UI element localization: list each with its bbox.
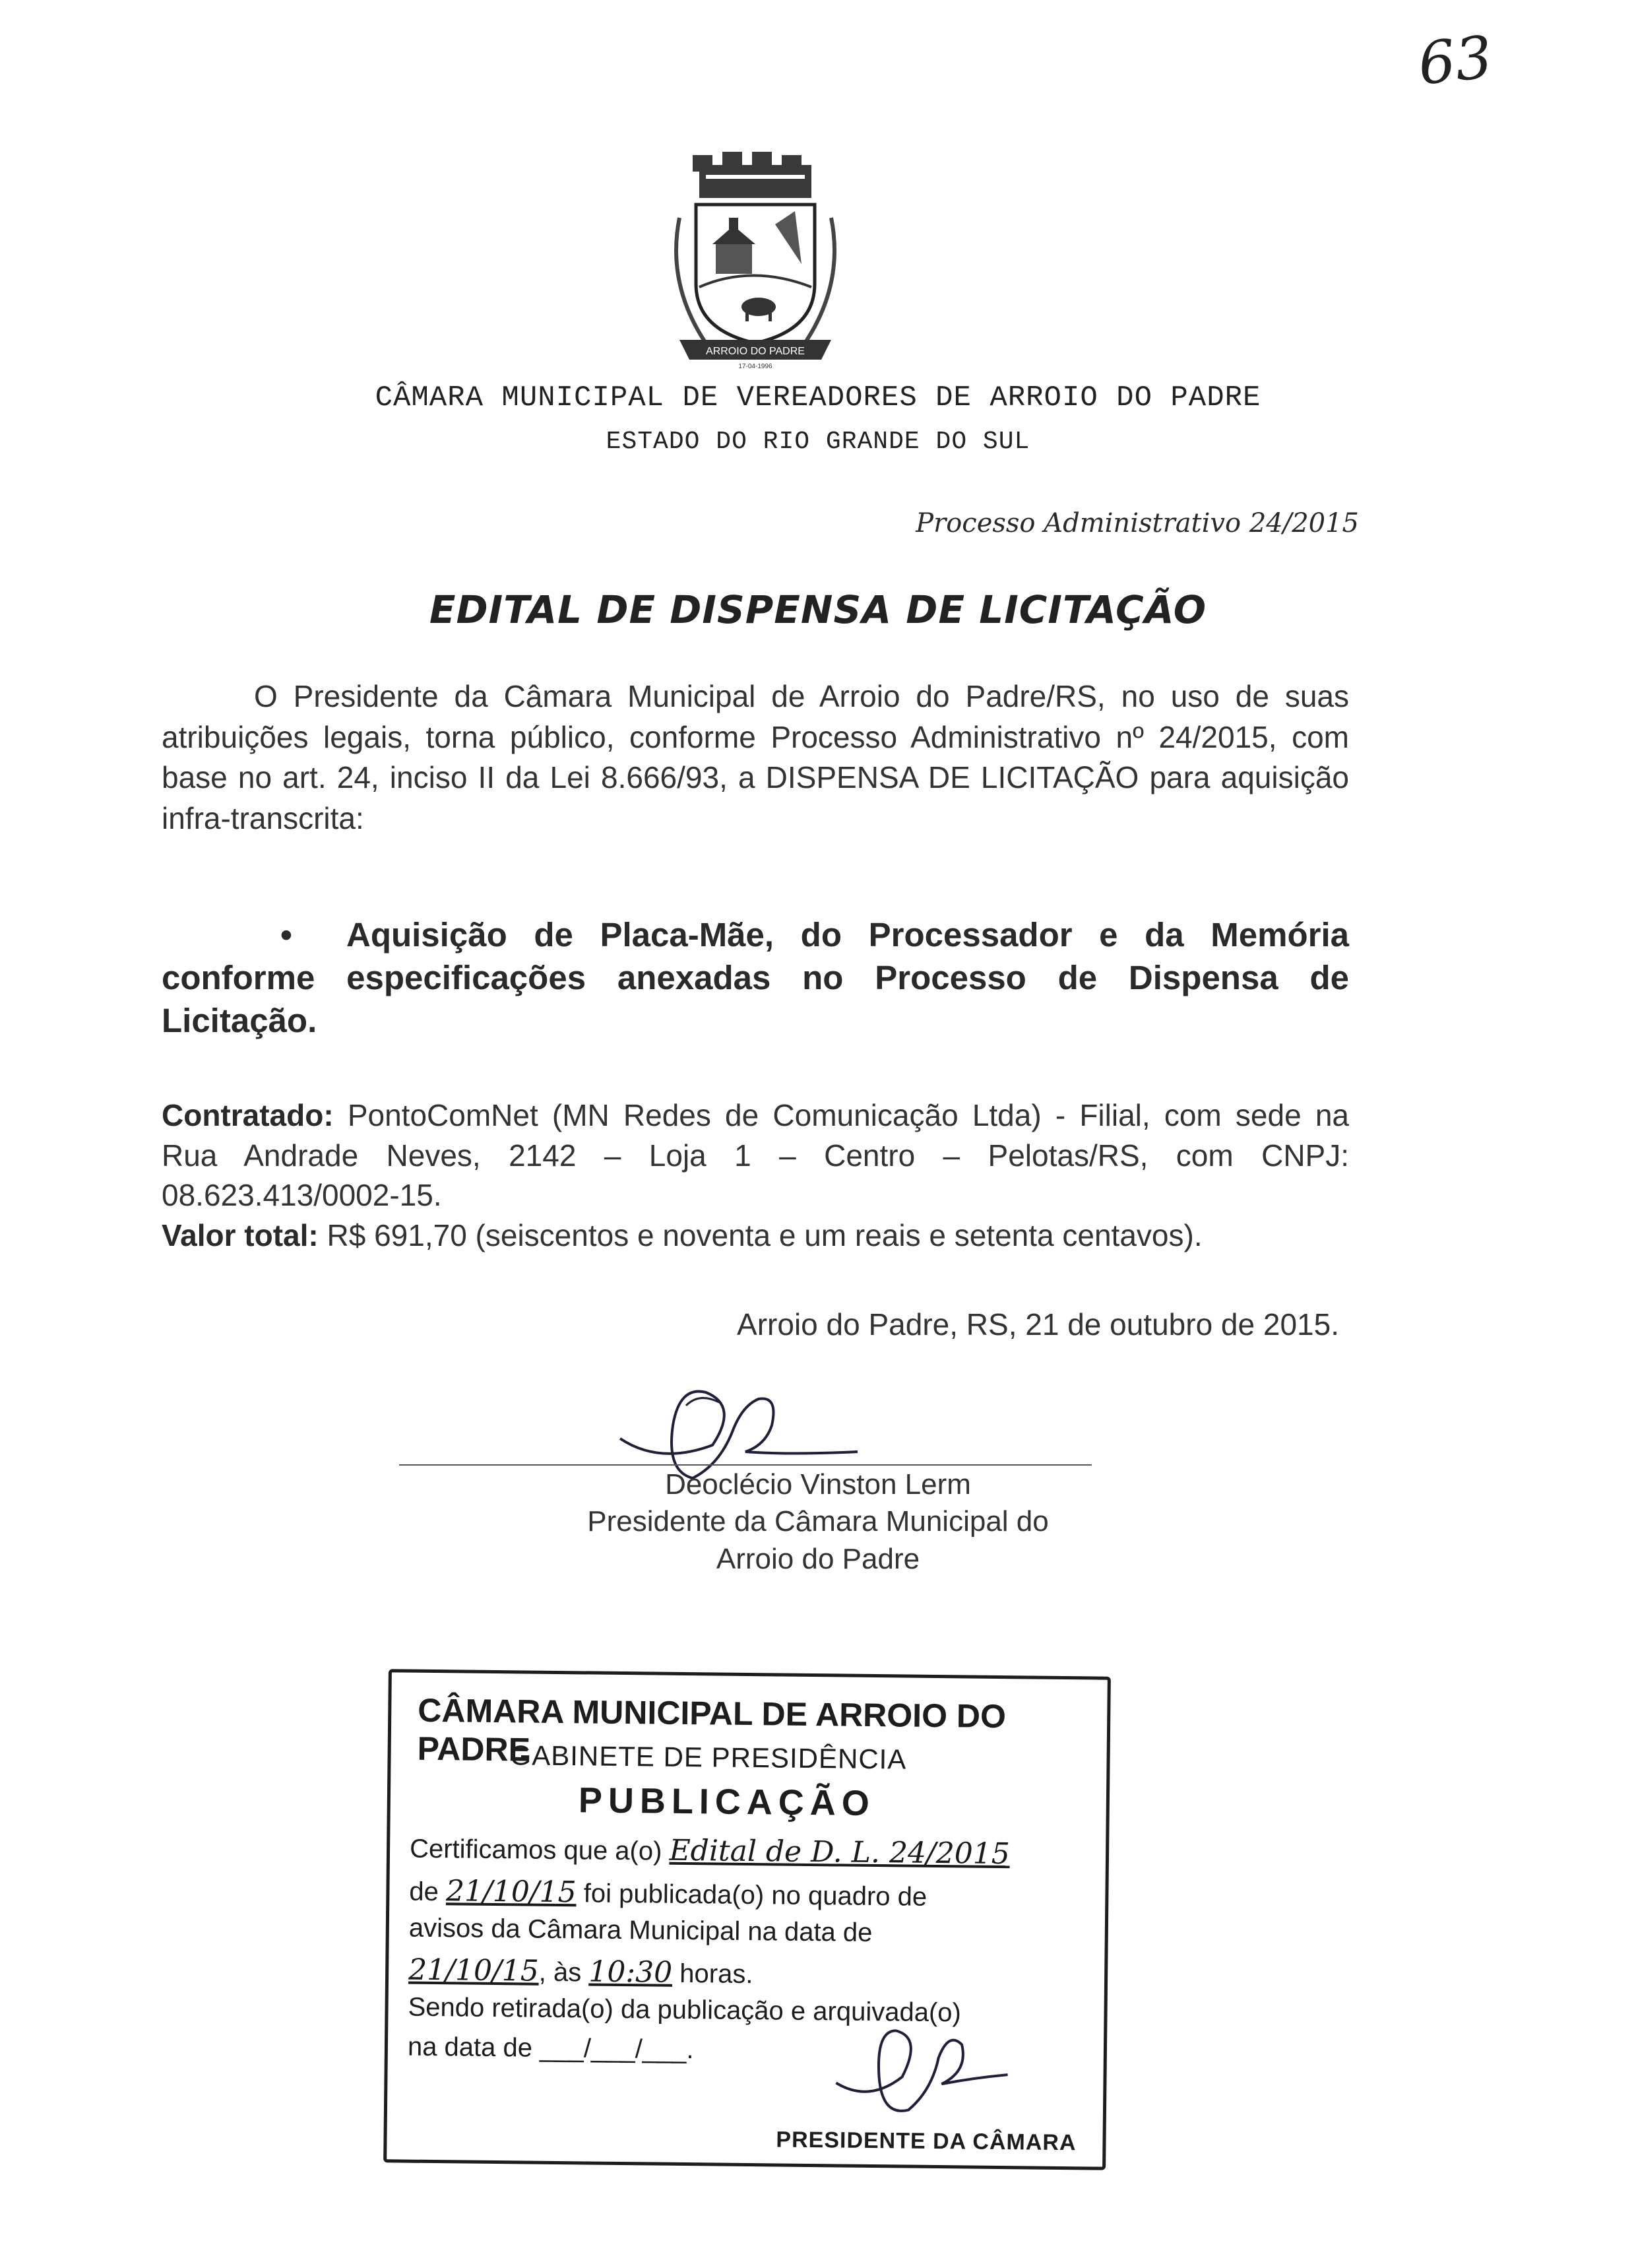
total-row [162, 1215, 1349, 1256]
document-title: EDITAL DE DISPENSA DE LICITAÇÃO [429, 587, 1207, 632]
stamp-line-6: na data de ___/___/___. [407, 2032, 694, 2065]
stamp-heading: PUBLICAÇÃO [578, 1780, 876, 1824]
stamp-line1-prefix: Certificamos que a(o) [409, 1834, 662, 1866]
municipal-crest-logo [653, 152, 858, 370]
signature-line [399, 1464, 1092, 1466]
stamp-line-3: avisos da Câmara Municipal na data de [408, 1913, 873, 1947]
contracted-row [162, 1095, 1349, 1215]
stamp-signature [816, 2003, 1015, 2137]
stamp-title: CÂMARA MUNICIPAL DE ARROIO DO PADRE [417, 1691, 1007, 1768]
stamp-line-4 [408, 1953, 753, 1990]
contracted-label: Contratado: [162, 1098, 334, 1132]
date-line: Arroio do Padre, RS, 21 de outubro de 2015. [737, 1307, 1339, 1342]
contracted-value: PontoComNet (MN Redes de Comunicação Ltda) - Filial, com sede na Rua Andrade Neves, 2142 – Loja 1 – Centro – Pelotas/RS, com CNPJ: 08.623.413/0002-15. [162, 1098, 1349, 1213]
organization-state: ESTADO DO RIO GRANDE DO SUL [606, 428, 1030, 456]
bullet-icon: • [280, 916, 292, 954]
stamp-line-1 [410, 1831, 1010, 1871]
contract-details [162, 1095, 1349, 1256]
signer-name: Deoclécio Vinston Lerm [665, 1468, 971, 1501]
stamp-footer: PRESIDENTE DA CÂMARA [776, 2127, 1077, 2156]
stamp-line-5: Sendo retirada(o) da publicação e arquivada(o) [408, 1992, 962, 2028]
stamp-handwritten-date-2: 21/10/15 [408, 1953, 540, 1988]
stamp-handwritten-document: Edital de D. L. 24/2015 [669, 1833, 1011, 1871]
signer-role-line2: Arroio do Padre [716, 1542, 920, 1575]
stamp-line4-mid: , às [538, 1957, 582, 1988]
object-text: Aquisição de Placa-Mãe, do Processador e da Memória conforme especificações anexadas no Processo de Dispensa de Licitação. [162, 916, 1349, 1039]
stamp-line2-suffix: foi publicada(o) no quadro de [583, 1879, 928, 1912]
stamp-line-2 [409, 1874, 927, 1913]
stamp-line4-suffix: horas. [679, 1959, 753, 1990]
intro-paragraph: O Presidente da Câmara Municipal de Arroio do Padre/RS, no uso de suas atribuições legais, torna público, conforme Processo Administrativo nº 24/2015, com base no art. 24, inciso II da Lei 8.666/93, a DISPENSA DE LICITAÇÃO para aquisição infra-transcrita: [162, 679, 1349, 835]
crest-ribbon-text: ARROIO DO PADRE [706, 346, 805, 357]
page-number: 63 [1414, 22, 1496, 98]
process-reference: Processo Administrativo 24/2015 [916, 508, 1359, 538]
object-paragraph [162, 914, 1349, 1042]
signer-block [0, 1466, 1636, 1578]
organization-name: CÂMARA MUNICIPAL DE VEREADORES DE ARROIO DO PADRE [375, 381, 1261, 414]
total-value: R$ 691,70 (seiscentos e noventa e um reais e setenta centavos). [327, 1218, 1203, 1253]
stamp-line2-prefix: de [409, 1877, 439, 1907]
stamp-handwritten-date-1: 21/10/15 [445, 1874, 577, 1910]
signer-role-line1: Presidente da Câmara Municipal do [587, 1505, 1049, 1538]
crest-date: 17-04-1996 [738, 363, 772, 370]
total-label: Valor total: [162, 1218, 319, 1253]
stamp-subtitle: GABINETE DE PRESIDÊNCIA [509, 1739, 907, 1775]
publication-stamp [383, 1669, 1111, 2170]
stamp-handwritten-time: 10:30 [588, 1955, 673, 1990]
